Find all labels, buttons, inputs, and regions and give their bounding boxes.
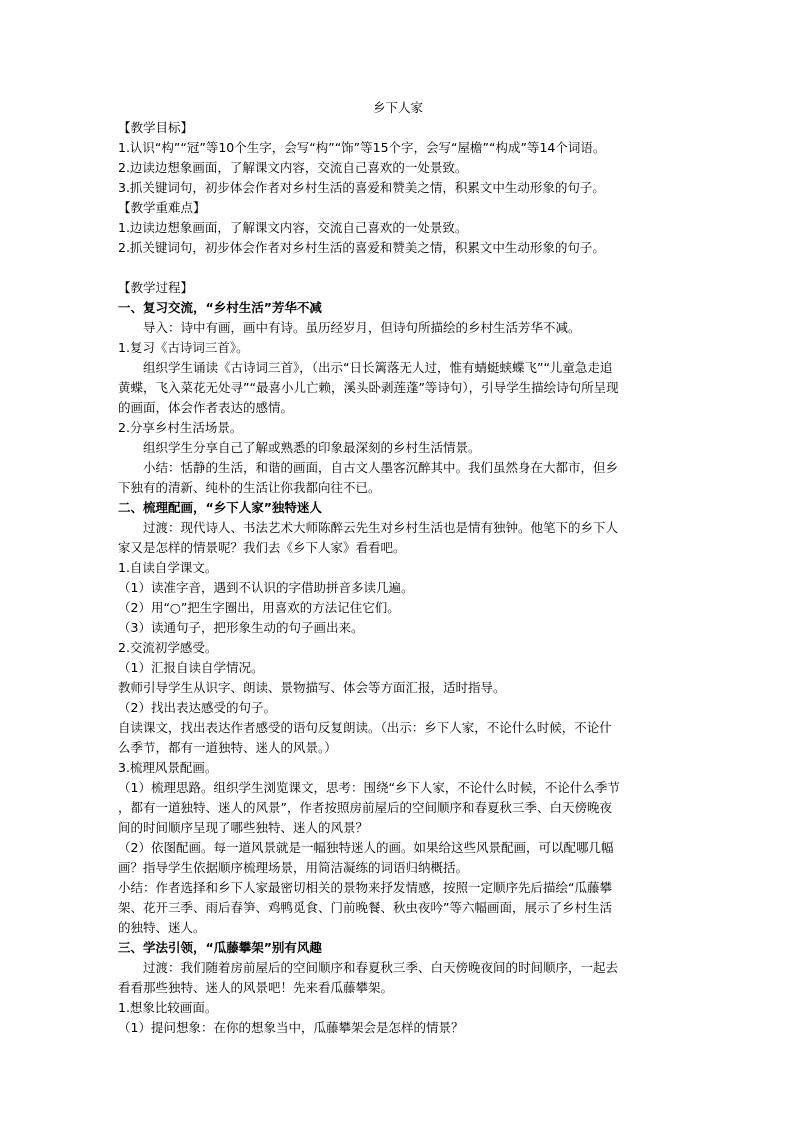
section-1-item-1-text: 的画面，体会作者表达的感情。 — [118, 400, 294, 415]
section-2-sub-item: ，都有一道独特、迷人的风景”，作者按照房前屋后的空间顺序和春夏秋三季、白天傍晚夜 — [118, 800, 612, 815]
section-2-sub-item: （2）找出表达感受的句子。 — [118, 700, 276, 715]
section-1-heading: 一、复习交流，“乡村生活”芳华不减 — [118, 300, 322, 315]
section-2-item-3: 3.梳理风景配画。 — [118, 760, 218, 775]
section-2-item-2: 2.交流初学感受。 — [118, 640, 218, 655]
section-2-sub-item: （2）用“○”把生字圈出，用喜欢的方法记住它们。 — [118, 600, 400, 615]
section-2-summary: 的独特、迷人。 — [118, 920, 206, 935]
section-1-item-1-text: 组织学生诵读《古诗词三首》，（出示“日长篱落无人过，惟有蜻蜓蛱蝶飞”“儿童急走追 — [143, 360, 613, 375]
document-title: 乡下人家 — [372, 100, 423, 115]
section-2-summary: 架、花开三季、雨后春笋、鸡鸭觅食、门前晚餐、秋虫夜吟”等六幅画面，展示了乡村生活 — [118, 900, 612, 915]
process-heading: 【教学过程】 — [118, 280, 194, 295]
section-2-sub-item: （1）汇报自读自学情况。 — [118, 660, 264, 675]
document-page — [118, 98, 678, 1038]
section-2-read-text: 么季节，都有一道独特、迷人的风景。） — [118, 740, 337, 755]
goal-item: 3.抓关键词句，初步体会作者对乡村生活的喜爱和赞美之情，积累文中生动形象的句子。 — [118, 180, 605, 195]
section-2-heading: 二、梳理配画，“乡下人家”独特迷人 — [118, 500, 322, 515]
section-2-sub-item: （3）读通句子，把形象生动的句子画出来。 — [118, 620, 364, 635]
section-1-item-1-text: 黄蝶，飞入菜花无处寻”“最喜小儿亡赖，溪头卧剥莲蓬”等诗句），引导学生描绘诗句所呈现 — [118, 380, 619, 395]
goal-item: 1.认识“构”“冠”等10个生字，会写“构”“饰”等15个字，会写“屋檐”“构成”等14个词语。 — [118, 140, 606, 155]
section-2-read-text: 自读课文，找出表达作者感受的语句反复朗读。（出示：乡下人家，不论什么时候，不论什 — [118, 720, 612, 735]
section-1-item-1: 1.复习《古诗词三首》。 — [118, 340, 249, 355]
section-3-transition: 看看那些独特、迷人的风景吧！先来看瓜藤攀架。 — [118, 980, 394, 995]
section-2-item-1: 1.自读自学课文。 — [118, 560, 218, 575]
section-1-summary: 小结：恬静的生活，和谐的画面，自古文人墨客沉醉其中。我们虽然身在大都市，但乡 — [143, 460, 619, 475]
section-2-sub-item: （2）依图配画。每一道风景就是一幅独特迷人的画。如果给这些风景配画，可以配哪几幅 — [118, 840, 614, 855]
section-2-sub-item: 画？指导学生依据顺序梳理场景，用简洁凝练的词语归纳概括。 — [118, 860, 469, 875]
keypoints-heading: 【教学重难点】 — [118, 200, 206, 215]
keypoint-item: 2.抓关键词句，初步体会作者对乡村生活的喜爱和赞美之情，积累文中生动形象的句子。 — [118, 240, 605, 255]
goal-item: 2.边读边想象画面，了解课文内容，交流自己喜欢的一处景致。 — [118, 160, 468, 175]
section-3-heading: 三、学法引领，“瓜藤攀架”别有风趣 — [118, 940, 322, 955]
section-3-item-1: 1.想象比较画面。 — [118, 1000, 218, 1015]
section-2-sub-item: （1）梳理思路。组织学生浏览课文，思考：围绕“乡下人家，不论什么时候，不论什么季节 — [118, 780, 620, 795]
section-2-teacher-note: 教师引导学生从识字、朗读、景物描写、体会等方面汇报，适时指导。 — [118, 680, 506, 695]
section-1-intro: 导入：诗中有画，画中有诗。虽历经岁月，但诗句所描绘的乡村生活芳华不减。 — [143, 320, 581, 335]
section-1-item-2-text: 组织学生分享自己了解或熟悉的印象最深刻的乡村生活情景。 — [143, 440, 481, 455]
section-2-transition: 过渡：现代诗人、书法艺术大师陈醉云先生对乡村生活也是情有独钟。他笔下的乡下人 — [143, 520, 619, 535]
section-2-sub-item: （1）读准字音，遇到不认识的字借助拼音多读几遍。 — [118, 580, 414, 595]
section-2-transition: 家又是怎样的情景呢？我们去《乡下人家》看看吧。 — [118, 540, 406, 555]
section-1-item-2: 2.分享乡村生活场景。 — [118, 420, 243, 435]
spacer — [118, 258, 678, 278]
keypoint-item: 1.边读边想象画面，了解课文内容，交流自己喜欢的一处景致。 — [118, 220, 468, 235]
section-3-sub-item: （1）提问想象：在你的想象当中，瓜藤攀架会是怎样的情景？ — [118, 1020, 464, 1035]
section-3-transition: 过渡：我们随着房前屋后的空间顺序和春夏秋三季、白天傍晚夜间的时间顺序，一起去 — [143, 960, 619, 975]
section-2-sub-item: 间的时间顺序呈现了哪些独特、迷人的风景？ — [118, 820, 369, 835]
section-1-summary: 下独有的清新、纯朴的生活让你我都向往不已。 — [118, 480, 381, 495]
goals-heading: 【教学目标】 — [118, 120, 194, 135]
section-2-summary: 小结：作者选择和乡下人家最密切相关的景物来抒发情感，按照一定顺序先后描绘“瓜藤攀 — [118, 880, 612, 895]
